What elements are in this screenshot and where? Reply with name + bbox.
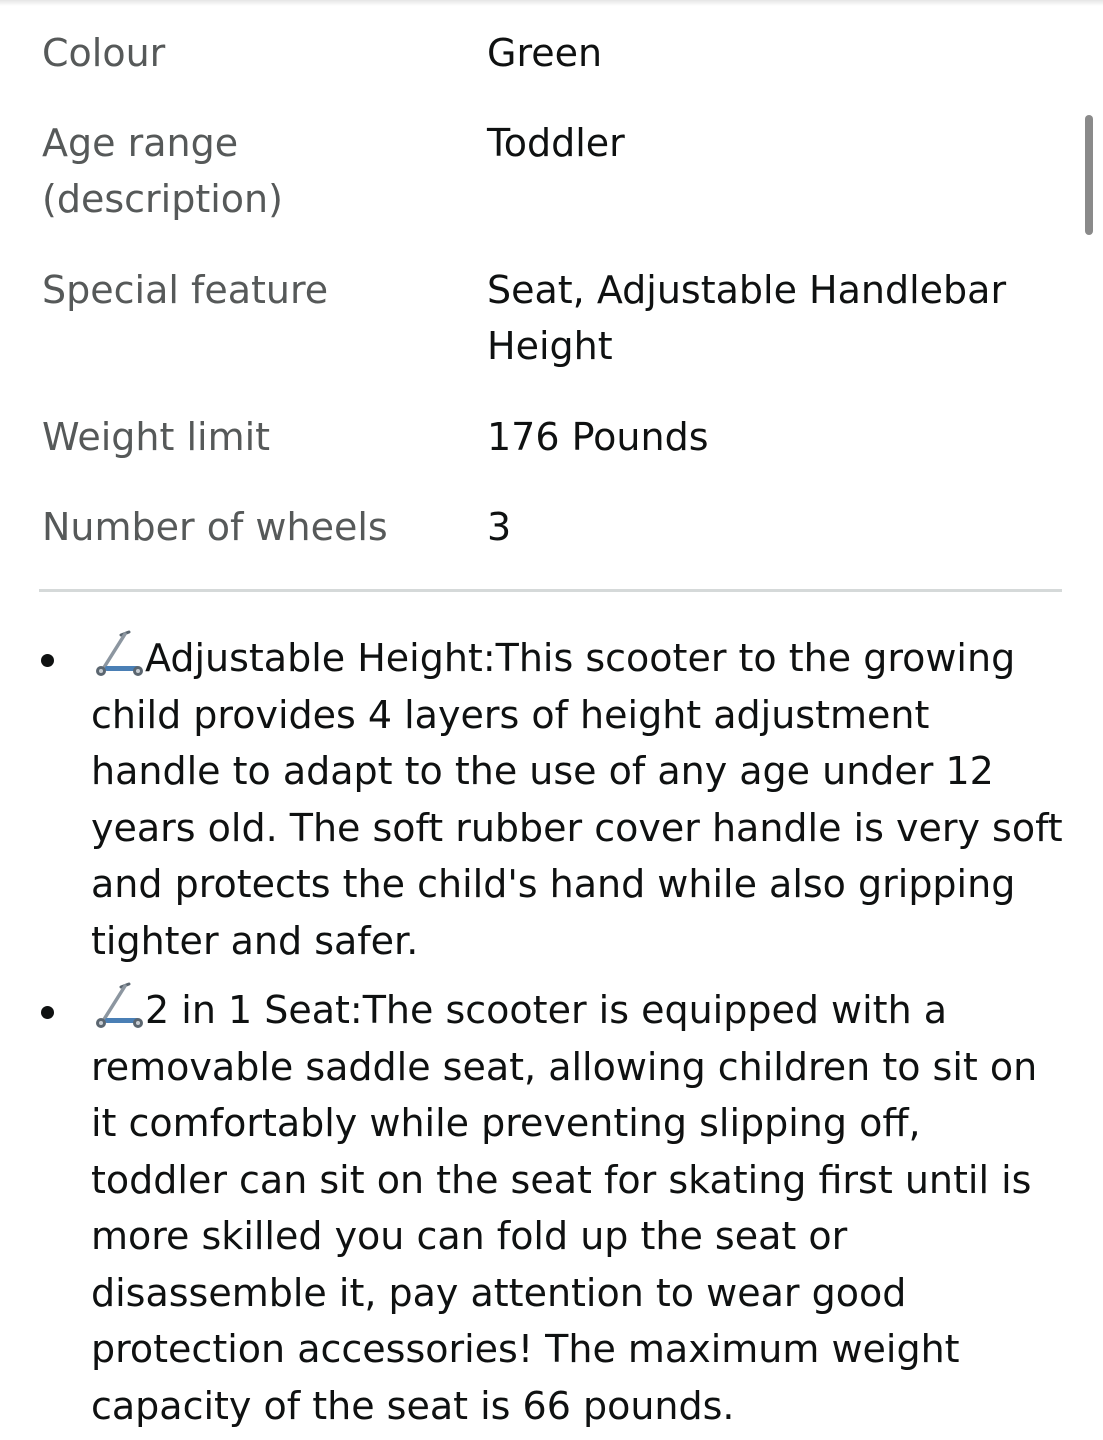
spec-label-number-of-wheels: Number of wheels [42, 505, 388, 549]
spec-value-colour: Green [487, 31, 603, 75]
feature-bullet-text: Adjustable Height:This scooter to the growing child provides 4 layers of height adjustment handle to adapt to the use of any age under 12 years old. The soft rubber cover handle is very soft and protects the child's hand while also gripping tighter and safer. [91, 636, 1063, 963]
kick-scooter-icon [91, 629, 145, 677]
spec-label-special-feature: Special feature [42, 268, 329, 312]
feature-bullet-item [0, 629, 1103, 969]
top-edge-shadow [0, 0, 1103, 6]
scrollbar-thumb[interactable] [1085, 115, 1093, 235]
bullet-dot-icon [41, 1006, 54, 1019]
feature-bullet-item [0, 981, 1103, 1434]
spec-value-weight-limit: 176 Pounds [487, 415, 709, 459]
feature-bullet-list [0, 629, 1103, 1440]
kick-scooter-icon [91, 981, 145, 1029]
spec-value-number-of-wheels: 3 [487, 505, 512, 549]
spec-value-age-range: Toddler [487, 121, 625, 165]
spec-row-colour [42, 25, 1062, 81]
spec-row-special-feature [42, 262, 1062, 374]
spec-label-colour: Colour [42, 31, 166, 75]
spec-row-number-of-wheels [42, 499, 1062, 555]
spec-row-age-range [42, 115, 1062, 227]
spec-label-age-range: Age range (description) [42, 121, 283, 221]
spec-value-special-feature: Seat, Adjustable Handlebar Height [487, 268, 1007, 368]
spec-row-weight-limit [42, 409, 1062, 465]
spec-label-weight-limit: Weight limit [42, 415, 271, 459]
section-divider [39, 589, 1062, 592]
feature-bullet-text: 2 in 1 Seat:The scooter is equipped with a removable saddle seat, allowing children to sit on it comfortably while preventing slipping off, toddler can sit on the seat for skating first until is more skilled you can fold up the seat or disassemble it, pay attention to wear good protection accessories! The maximum weight capacity of the seat is 66 pounds. [91, 988, 1038, 1428]
bullet-dot-icon [41, 654, 54, 667]
